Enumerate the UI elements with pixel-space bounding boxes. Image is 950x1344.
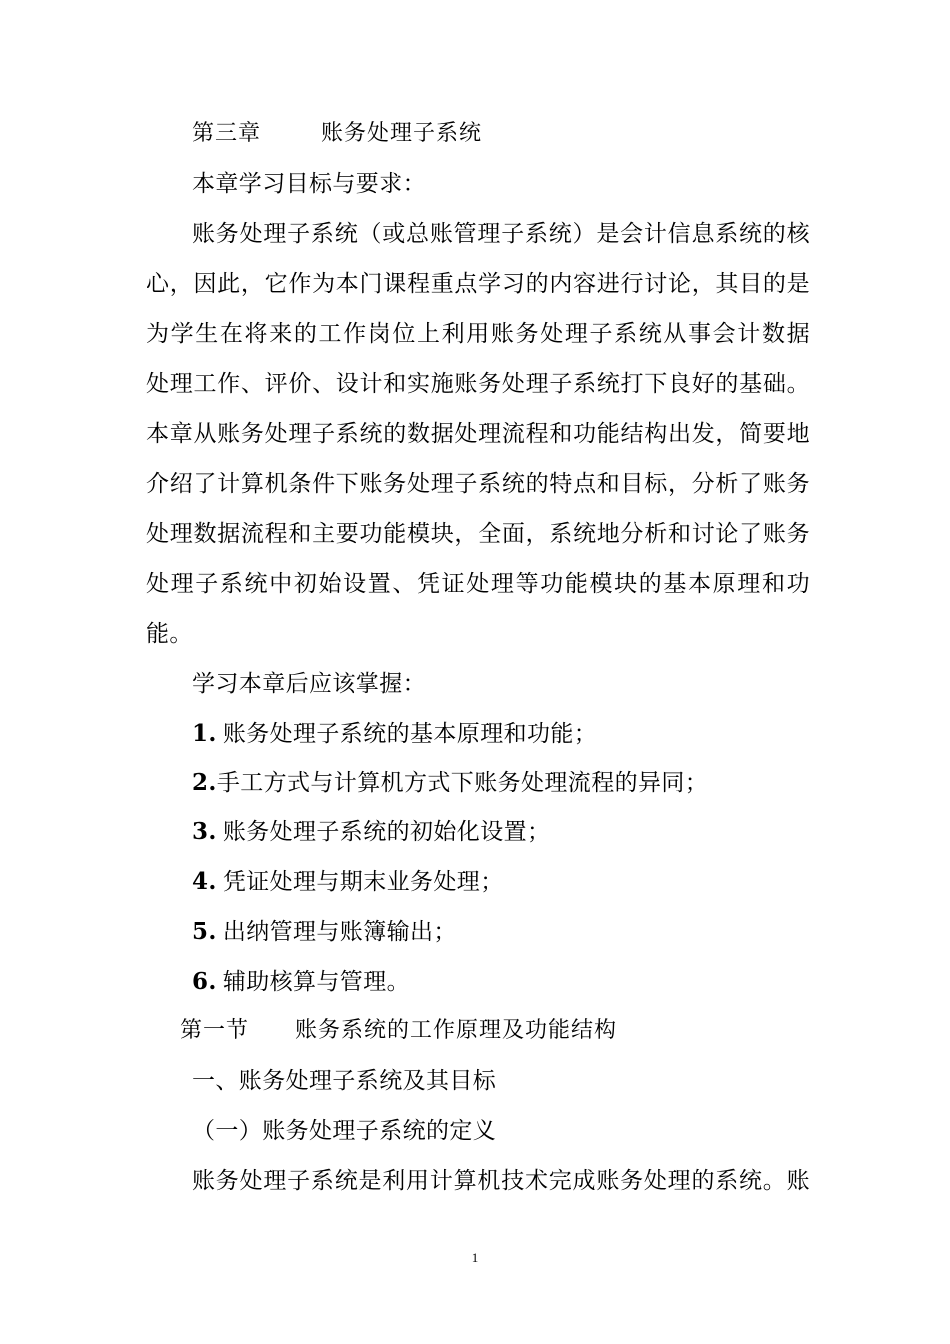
intro-line: 为学生在将来的工作岗位上利用账务处理子系统从事会计数据 — [146, 321, 810, 347]
intro-line: 处理数据流程和主要功能模块，全面，系统地分析和讨论了账务 — [146, 521, 810, 547]
intro-line: 介绍了计算机条件下账务处理子系统的特点和目标，分析了账务 — [146, 471, 810, 497]
list-item — [192, 816, 810, 848]
list-item-text: 账务处理子系统的初始化设置； — [222, 819, 551, 845]
intro-line: 心，因此，它作为本门课程重点学习的内容进行讨论，其目的是 — [146, 271, 810, 297]
chapter-title: 账务处理子系统 — [321, 121, 483, 146]
list-item-text: 手工方式与计算机方式下账务处理流程的异同； — [216, 770, 709, 796]
objectives-heading: 本章学习目标与要求： — [192, 171, 426, 197]
list-item — [192, 718, 810, 750]
intro-line: 账务处理子系统（或总账管理子系统）是会计信息系统的核 — [192, 221, 810, 247]
list-item-number: 6. — [192, 968, 217, 995]
subheading: 一、账务处理子系统及其目标 — [192, 1068, 497, 1094]
list-item-number: 1. — [192, 720, 217, 747]
intro-line: 本章从账务处理子系统的数据处理流程和功能结构出发，简要地 — [146, 421, 810, 447]
body-line: 账务处理子系统是利用计算机技术完成账务处理的系统。账 — [192, 1168, 810, 1194]
list-item-number: 3. — [192, 818, 217, 845]
section-label: 第一节 — [180, 1018, 250, 1043]
list-item-number: 2. — [192, 769, 217, 796]
list-item — [192, 866, 810, 898]
list-item-text: 辅助核算与管理。 — [222, 969, 411, 995]
chapter-heading — [192, 118, 810, 150]
subheading: （一）账务处理子系统的定义 — [192, 1118, 497, 1144]
list-item-text: 凭证处理与期末业务处理； — [222, 869, 504, 895]
section-heading — [180, 1015, 844, 1047]
intro-line: 处理子系统中初始设置、凭证处理等功能模块的基本原理和功 — [146, 571, 810, 597]
list-item — [192, 767, 810, 799]
list-item — [192, 966, 810, 998]
list-item-text: 出纳管理与账簿输出； — [222, 919, 457, 945]
section-title: 账务系统的工作原理及功能结构 — [295, 1018, 618, 1043]
list-item — [192, 916, 810, 948]
list-item-text: 账务处理子系统的基本原理和功能； — [222, 721, 598, 747]
intro-line: 能。 — [146, 621, 193, 647]
intro-line: 处理工作、评价、设计和实施账务处理子系统打下良好的基础。 — [146, 371, 810, 397]
list-item-number: 4. — [192, 868, 217, 895]
page-number: 1 — [471, 1250, 479, 1265]
list-item-number: 5. — [192, 918, 217, 945]
master-heading: 学习本章后应该掌握： — [192, 671, 426, 697]
chapter-label: 第三章 — [192, 121, 262, 146]
